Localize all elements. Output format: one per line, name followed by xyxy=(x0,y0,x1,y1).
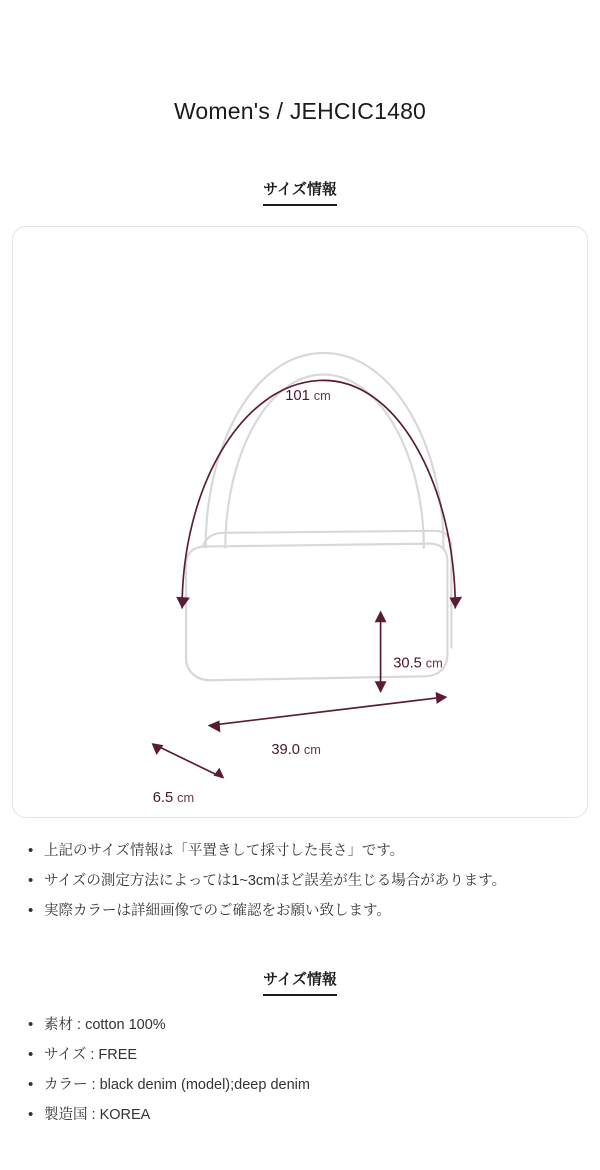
size-info-heading xyxy=(8,126,592,206)
size-info-heading-text: サイズ情報 xyxy=(263,178,337,206)
measure-depth-value: 6.5 xyxy=(152,789,174,806)
list-item: • カラー : black denim (model);deep denim xyxy=(22,1070,578,1100)
list-item: • 素材 : cotton 100% xyxy=(22,1010,578,1040)
size-notes-list xyxy=(8,818,592,926)
spec-info-heading-text: サイズ情報 xyxy=(263,968,337,996)
measure-strap-drop-unit: cm xyxy=(313,387,331,403)
measure-height-value: 30.5 xyxy=(393,655,422,672)
list-item: • サイズ : FREE xyxy=(22,1040,578,1070)
measure-strap-drop-value: 101 xyxy=(285,387,310,404)
size-diagram-card xyxy=(12,226,588,818)
spec-list xyxy=(8,996,592,1170)
measure-width-unit: cm xyxy=(303,741,321,757)
measure-height-unit: cm xyxy=(425,655,443,671)
page-title: Women's / JEHCIC1480 xyxy=(173,98,427,124)
measure-height xyxy=(375,610,443,693)
list-item: • 製造国 : KOREA xyxy=(22,1100,578,1130)
measure-depth xyxy=(152,743,225,806)
bag-size-diagram xyxy=(13,227,587,817)
list-item: • 上記のサイズ情報は「平置きして採寸した長さ」です。 xyxy=(22,836,578,866)
measure-width-value: 39.0 xyxy=(271,741,300,758)
spec-info-heading xyxy=(8,926,592,996)
list-item: • 実際カラーは詳細画像でのご確認をお願い致します。 xyxy=(22,896,578,926)
list-item: • サイズの測定方法によっては1~3cmほど誤差が生じる場合があります。 xyxy=(22,866,578,896)
measure-width xyxy=(208,692,448,758)
measure-depth-unit: cm xyxy=(177,789,195,805)
